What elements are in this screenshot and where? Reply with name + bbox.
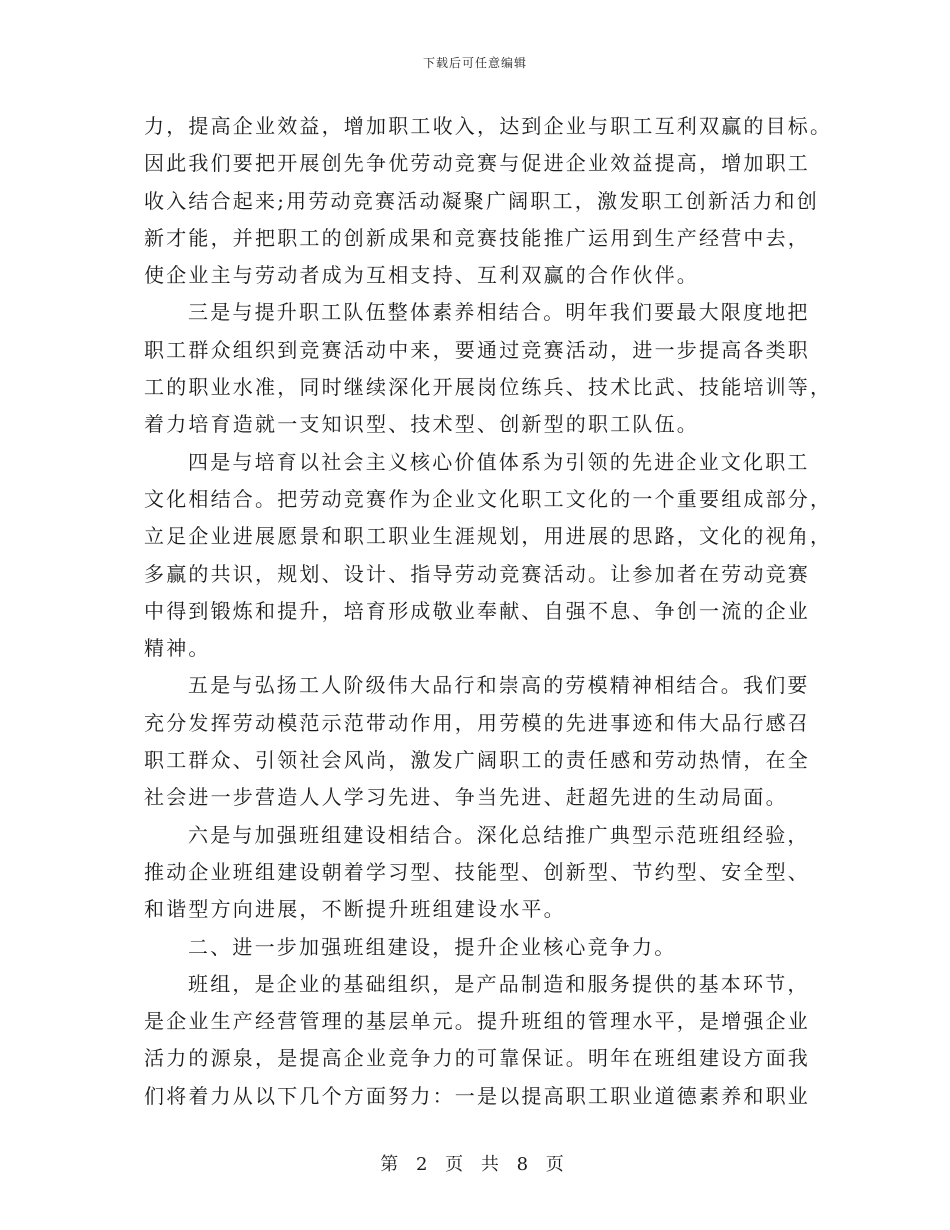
text-line: 们将着力从以下几个方面努力：一是以提高职工职业道德素养和职业 bbox=[144, 1083, 810, 1108]
text-line: 因此我们要把开展创先争优劳动竞赛与促进企业效益提高，增加职工 bbox=[144, 151, 810, 176]
text-line: 推动企业班组建设朝着学习型、技能型、创新型、节约型、安全型、 bbox=[144, 859, 810, 884]
text-line: 五是与弘扬工人阶级伟大品行和崇高的劳模精神相结合。我们要 bbox=[188, 673, 810, 698]
text-line: 立足企业进展愿景和职工职业生涯规划，用进展的思路，文化的视角， bbox=[144, 524, 833, 549]
text-line: 和谐型方向进展，不断提升班组建设水平。 bbox=[144, 897, 566, 922]
text-line: 职工群众、引领社会风尚，激发广阔职工的责任感和劳动热情，在全 bbox=[144, 748, 810, 773]
text-line: 文化相结合。把劳动竞赛作为企业文化职工文化的一个重要组成部分， bbox=[144, 486, 833, 511]
text-line: 二、进一步加强班组建设，提升企业核心竞争力。 bbox=[188, 934, 677, 959]
text-line: 六是与加强班组建设相结合。深化总结推广典型示范班组经验， bbox=[188, 822, 810, 847]
text-line: 精神。 bbox=[144, 636, 211, 661]
text-line: 职工群众组织到竞赛活动中来，要通过竞赛活动，进一步提高各类职 bbox=[144, 337, 810, 362]
text-line: 工的职业水准，同时继续深化开展岗位练兵、技术比武、技能培训等， bbox=[144, 375, 833, 400]
text-line: 收入结合起来;用劳动竞赛活动凝聚广阔职工，激发职工创新活力和创 bbox=[144, 188, 819, 213]
text-line: 四是与培育以社会主义核心价值体系为引领的先进企业文化职工 bbox=[188, 449, 810, 474]
text-line: 班组，是企业的基础组织，是产品制造和服务提供的基本环节， bbox=[188, 971, 810, 996]
page-header: 下载后可任意编辑 bbox=[422, 56, 527, 70]
text-line: 着力培育造就一支知识型、技术型、创新型的职工队伍。 bbox=[144, 412, 699, 437]
text-line: 中得到锻炼和提升，培育形成敬业奉献、自强不息、争创一流的企业 bbox=[144, 598, 810, 623]
text-line: 新才能，并把职工的创新成果和竞赛技能推广运用到生产经营中去， bbox=[144, 225, 810, 250]
text-line: 活力的源泉，是提高企业竞争力的可靠保证。明年在班组建设方面我 bbox=[144, 1046, 810, 1071]
text-line: 社会进一步营造人人学习先进、争当先进、赶超先进的生动局面。 bbox=[144, 785, 788, 810]
text-line: 三是与提升职工队伍整体素养相结合。明年我们要最大限度地把 bbox=[188, 300, 810, 325]
text-line: 力，提高企业效益，增加职工收入，达到企业与职工互利双赢的目标。 bbox=[144, 114, 833, 138]
document-body bbox=[144, 108, 833, 1115]
text-line: 是企业生产经营管理的基层单元。提升班组的管理水平，是增强企业 bbox=[144, 1009, 810, 1034]
page-number-footer: 第 2 页 共 8 页 bbox=[380, 1154, 570, 1175]
text-line: 充分发挥劳动模范示范带动作用，用劳模的先进事迹和伟大品行感召 bbox=[144, 710, 810, 735]
text-line: 使企业主与劳动者成为互相支持、互利双赢的合作伙伴。 bbox=[144, 263, 699, 288]
text-line: 多赢的共识，规划、设计、指导劳动竞赛活动。让参加者在劳动竞赛 bbox=[144, 561, 810, 586]
